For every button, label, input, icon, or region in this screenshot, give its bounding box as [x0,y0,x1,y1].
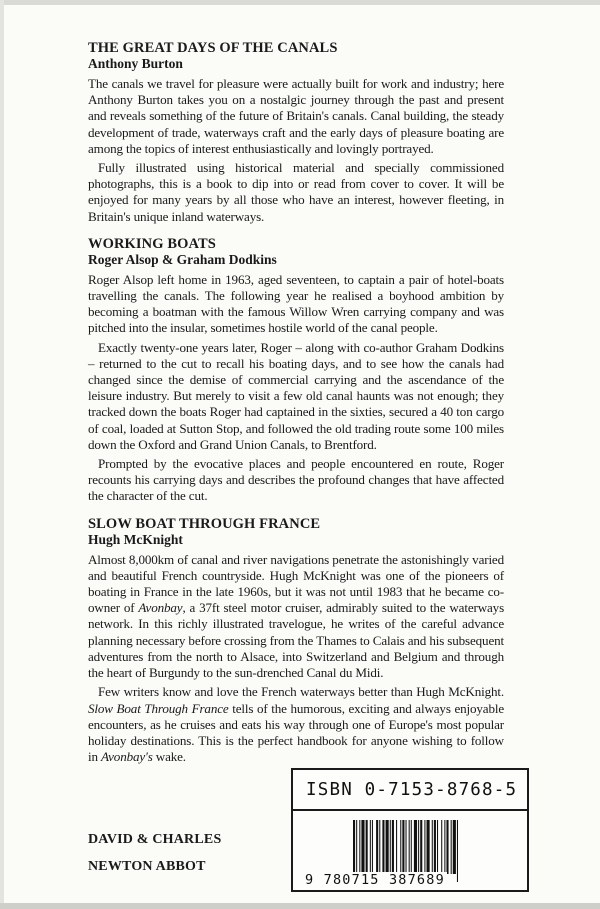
book-section-working-boats [88,236,504,505]
book-author: Hugh McKnight [88,531,183,547]
text-run: tells of the humorous, exciting and always enjoyable encounters, as he cruises and eats his way through one of Europe's most popular holiday destinations. This is the perfect handbook for anyone wishing to follow in [88,700,504,765]
book-paragraph [88,684,504,765]
book-title: THE GREAT DAYS OF THE CANALS [88,40,338,56]
back-cover-text [88,40,504,776]
book-paragraph: Roger Alsop left home in 1963, aged seventeen, to captain a pair of hotel-boats travelling the canals. The following year he realised a boyhood ambition by becoming a boatman with the famous Willow Wren carrying company and was pitched into the insular, sometimes hostile world of the canal people. [88,271,504,336]
barcode-digits: 9 780715 387689 [305,872,445,888]
page-top-edge [0,0,600,5]
book-title: SLOW BOAT THROUGH FRANCE [88,515,321,532]
isbn-divider [293,809,527,811]
text-run: , a 37ft steel motor cruiser, admirably suited to the waterways network. In this richly illustrated travelogue, he writes of the careful advance planning necessary before crossing from the Thames to Calais and his subsequent adventures from the north to Alsace, into Switzerland and Belgium and through the heart of Burgundy to the sun-drenched Canal du Midi. [88,600,505,681]
publisher-name: DAVID & CHARLES [88,832,222,847]
boat-name: Avonbay's [101,749,153,765]
boat-name: Avonbay [138,600,183,616]
publisher-imprint [88,826,221,880]
book-paragraph: Prompted by the evocative places and people encountered en route, Roger recounts his carrying days and describes the profound changes that have affected the character of the cut. [88,456,504,504]
isbn-number: ISBN 0-7153-8768-5 [306,780,518,800]
book-author: Roger Alsop & Graham Dodkins [88,251,277,267]
publisher-location: NEWTON ABBOT [88,859,206,874]
text-run: Almost 8,000km of canal and river navigations penetrate the astonishingly varied and beautiful French countryside. Hugh McKnight was one of the pioneers of boating in France in the late 1960s, but it was not until 1983 that he became co-owner of [88,551,504,616]
isbn-barcode-box [291,768,529,892]
book-paragraph: Fully illustrated using historical material and specially commissioned photographs, this is a book to dip into or read from cover to cover. It will be enjoyed for many years by all those who have an interest, however fleeting, in Britain's unique inland waterways. [88,160,504,224]
page-left-edge [0,0,4,909]
text-run: wake. [152,749,186,765]
text-run: Few writers know and love the French waterways better than Hugh McKnight. [98,684,504,700]
page-bottom-edge [0,903,600,909]
book-author: Anthony Burton [88,56,183,71]
book-paragraph [88,552,504,682]
book-title-italic: Slow Boat Through France [88,700,229,716]
book-title: WORKING BOATS [88,235,216,252]
book-paragraph: The canals we travel for pleasure were actually built for work and industry; here Anthony Burton takes you on a nostalgic journey through the past and present and reveals something of the future of Britain's canals. Canal building, the steady development of trade, waterways craft and the early days of pleasure boating are among the topics of interest enthusiastically and lovingly portrayed. [88,76,504,156]
book-section-great-days [88,40,504,225]
book-paragraph: Exactly twenty-one years later, Roger – along with co-author Graham Dodkins – returned to the cut to recall his boating days, and to see how the canals had changed since the demise of commercial carrying and the ascendance of the leisure industry. But merely to visit a few old canal haunts was not enough; they tracked down the boats Roger had captained in the sixties, secured a 40 ton cargo of coal, loaded at Sutton Stop, and followed the old trading route some 100 miles down the Oxford and Grand Union Canals, to Brentford. [88,339,504,452]
book-section-slow-boat [88,516,504,766]
